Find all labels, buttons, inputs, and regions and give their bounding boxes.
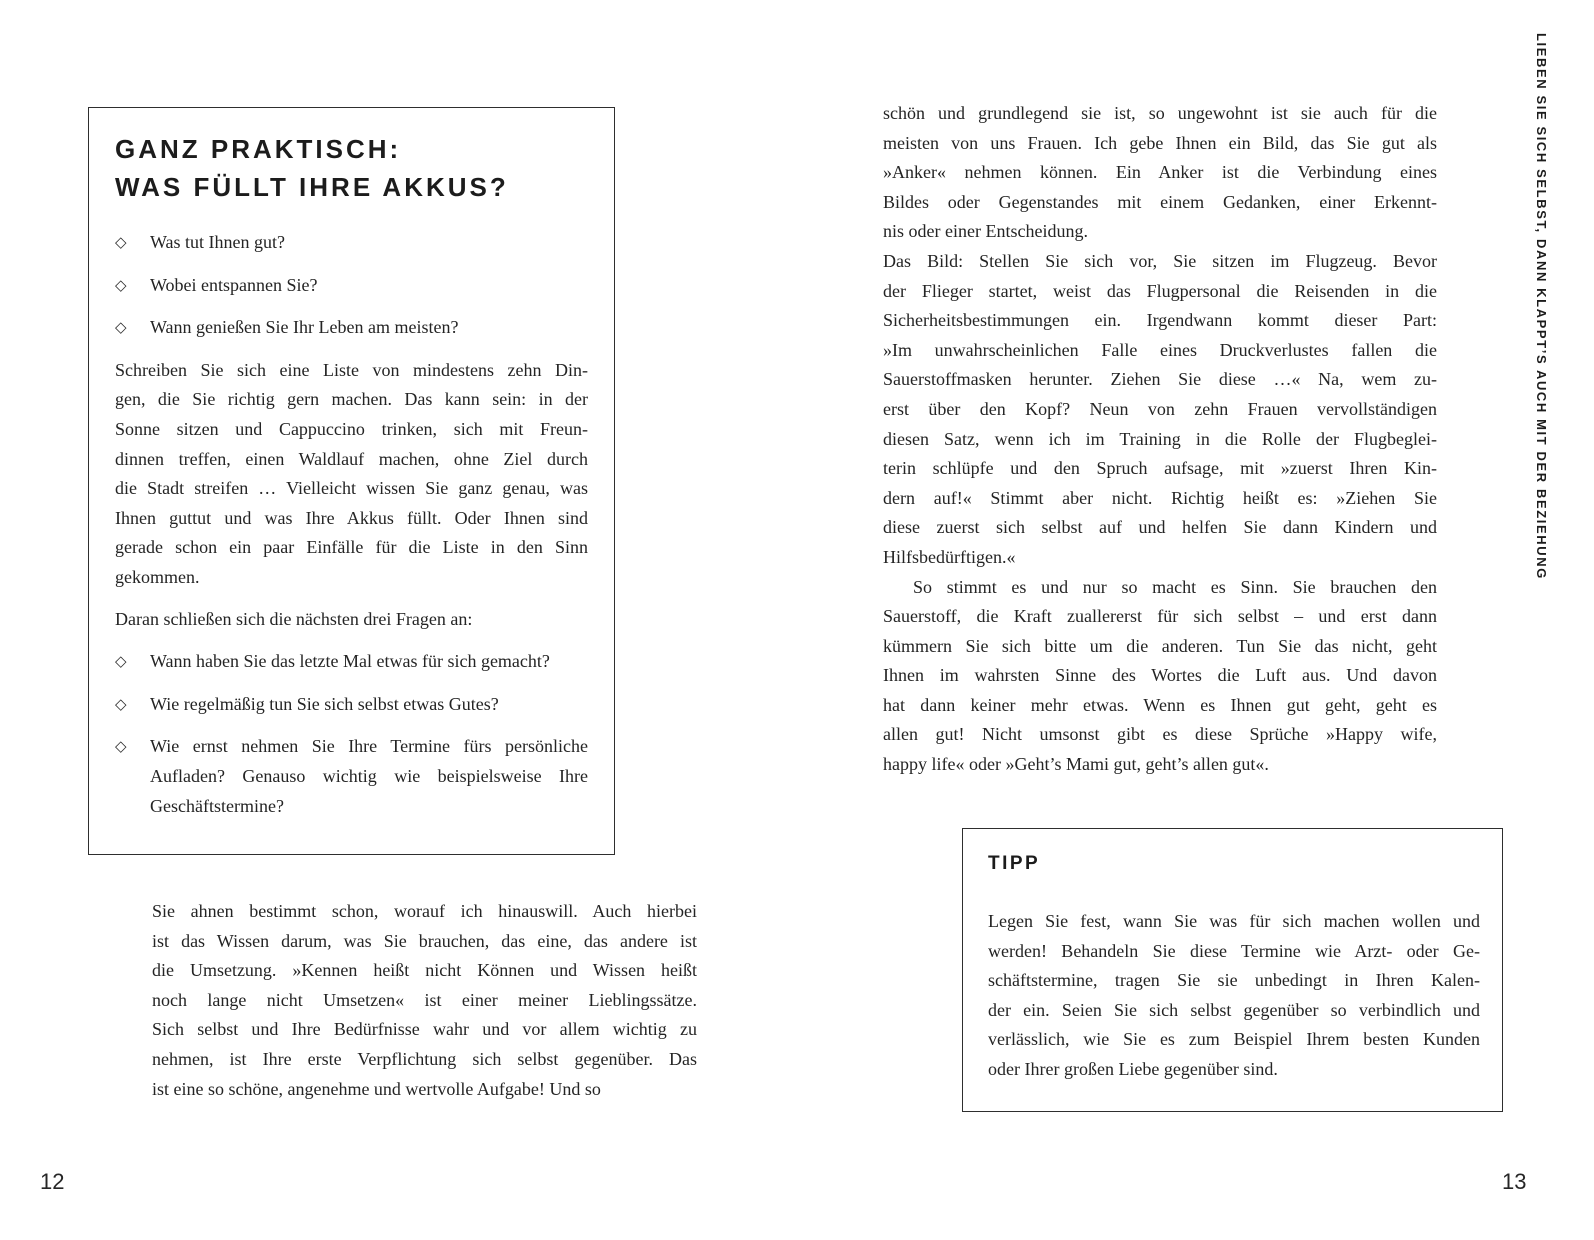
text-line: verlässlich, wie Sie es zum Beispiel Ihrem besten Kunden [988, 1029, 1480, 1050]
text-line: So stimmt es und nur so macht es Sinn. Sie brauchen den [913, 576, 1437, 597]
text-line: Aufladen? Genauso wichtig wie beispielsweise Ihre [150, 765, 588, 786]
page-number-right: 13 [1502, 1169, 1527, 1194]
text-line: der Flieger startet, weist das Flugpersonal die Reisenden in die [883, 280, 1437, 301]
bullet-item [115, 313, 588, 343]
text-line: Wie ernst nehmen Sie Ihre Termine fürs persönliche [150, 736, 588, 757]
bullet-text [150, 313, 588, 343]
text-line: Das Bild: Stellen Sie sich vor, Sie sitzen im Flugzeug. Bevor [883, 250, 1437, 271]
text-line: happy life« oder »Geht’s Mami gut, geht’s allen gut«. [883, 754, 1269, 775]
diamond-bullet-icon: ◇ [115, 652, 127, 671]
text-line: noch lange nicht Umsetzen« ist einer meiner Lieblingssätze. [152, 989, 697, 1010]
text-line: Sich selbst und Ihre Bedürfnisse wahr und vor allem wichtig zu [152, 1019, 697, 1040]
text-line: kümmern Sie sich bitte um die anderen. Tun Sie das nicht, geht [883, 635, 1437, 656]
text-line: Was tut Ihnen gut? [150, 232, 286, 252]
bullet-item [115, 271, 588, 301]
text-line: Geschäftstermine? [150, 795, 284, 816]
page-number-left: 12 [40, 1169, 65, 1194]
text-line: ist eine so schöne, angenehme und wertvolle Aufgabe! Und so [152, 1078, 601, 1099]
text-line: nis oder einer Entscheidung. [883, 221, 1088, 242]
text-line: erst über den Kopf? Neun von zehn Frauen vervollständigen [883, 398, 1437, 419]
body-paragraph-left [152, 897, 697, 1104]
text-line: allen gut! Nicht umsonst gibt es diese Sprüche »Happy wife, [883, 724, 1437, 745]
text-line: dinnen treffen, einen Waldlauf machen, ohne Ziel durch [115, 448, 588, 469]
text-line: Legen Sie fest, wann Sie was für sich machen wollen und [988, 911, 1480, 931]
text-line: Ihnen im wahrsten Sinne des Wortes die Luft aus. Und davon [883, 665, 1437, 686]
bullet-item [115, 732, 588, 821]
box-title [115, 130, 588, 206]
text-line: der ein. Seien Sie sich selbst gegenüber so verbindlich und [988, 999, 1480, 1020]
body-paragraph [883, 99, 1437, 247]
text-line: Bildes oder Gegenstandes mit einem Gedanken, einer Erkennt- [883, 191, 1437, 212]
text-line: diese zuerst sich selbst auf und helfen Sie dann Kindern und [883, 517, 1437, 538]
text-line: werden! Behandeln Sie diese Termine wie Arzt- oder Ge- [988, 940, 1480, 961]
text-line: nehmen, ist Ihre erste Verpflichtung sich selbst gegenüber. Das [152, 1048, 697, 1069]
text-line: Hilfsbedürftigen.« [883, 546, 1016, 567]
text-line: terin schlüpfe und den Spruch aufsage, mit »zuerst Ihren Kin- [883, 458, 1437, 479]
text-line: Sauerstoff, die Kraft zuallererst für sich selbst – und erst dann [883, 606, 1437, 627]
text-line: gerade schon ein paar Einfälle für die Liste in den Sinn [115, 537, 588, 558]
text-line: dern auf!« Stimmt aber nicht. Richtig heißt es: »Ziehen Sie [883, 487, 1437, 508]
body-paragraph [883, 573, 1437, 780]
question-list-2 [115, 647, 588, 821]
text-line: Wann genießen Sie Ihr Leben am meisten? [150, 317, 459, 338]
bullet-item [115, 647, 588, 677]
question-list-1 [115, 228, 588, 343]
text-line: Wie regelmäßig tun Sie sich selbst etwas Gutes? [150, 693, 499, 714]
text-line: meisten von uns Frauen. Ich gebe Ihnen ein Bild, das Sie gut als [883, 132, 1437, 153]
text-line: schön und grundlegend sie ist, so ungewohnt ist sie auch für die [883, 103, 1437, 123]
bullet-text [150, 228, 588, 258]
text-line: Sicherheitsbestimmungen ein. Irgendwann kommt dieser Part: [883, 310, 1437, 331]
bullet-text [150, 647, 588, 677]
chapter-margin-header: LIEBEN SIE SICH SELBST, DANN KLAPPT’S AUCH MIT DER BEZIEHUNG [1534, 33, 1549, 580]
bullet-item [115, 690, 588, 720]
bullet-text [150, 271, 588, 301]
lead-in-sentence: Daran schließen sich die nächsten drei Fragen an: [115, 608, 473, 629]
text-line: Wobei entspannen Sie? [150, 274, 318, 295]
box-paragraph [115, 356, 588, 593]
text-line: die Stadt streifen … Vielleicht wissen Sie ganz genau, was [115, 478, 588, 499]
text-line: gekommen. [115, 566, 200, 587]
diamond-bullet-icon: ◇ [115, 275, 127, 294]
tip-box-text [988, 907, 1480, 1085]
practical-exercise-box [88, 107, 615, 855]
text-line: ist das Wissen darum, was Sie brauchen, das eine, das andere ist [152, 930, 697, 951]
text-line: Schreiben Sie sich eine Liste von mindestens zehn Din- [115, 359, 588, 380]
bullet-text [150, 690, 588, 720]
tip-box-label: TIPP [988, 853, 1041, 874]
text-line: Sonne sitzen und Cappuccino trinken, sich mit Freun- [115, 418, 588, 439]
text-line: Ihnen guttut und was Ihre Akkus füllt. Oder Ihnen sind [115, 507, 588, 528]
text-line: die Umsetzung. »Kennen heißt nicht Können und Wissen heißt [152, 960, 697, 981]
diamond-bullet-icon: ◇ [115, 737, 127, 756]
text-line: hat dann keiner mehr etwas. Wenn es Ihnen gut geht, geht es [883, 694, 1437, 715]
text-line: Wann haben Sie das letzte Mal etwas für sich gemacht? [150, 651, 550, 672]
text-line: diesen Satz, wenn ich im Training in die Rolle der Flugbeglei- [883, 428, 1437, 449]
bullet-text [150, 732, 588, 821]
text-line: schäftstermine, tragen Sie sie unbedingt in Ihren Kalen- [988, 970, 1480, 991]
box-title-line-2: WAS FÜLLT IHRE AKKUS? [115, 172, 509, 202]
box-title-line-1: GANZ PRAKTISCH: [115, 134, 402, 164]
diamond-bullet-icon: ◇ [115, 233, 127, 251]
text-line: Sie ahnen bestimmt schon, worauf ich hinauswill. Auch hierbei [152, 901, 697, 921]
bullet-item [115, 228, 588, 258]
text-line: gen, die Sie richtig gern machen. Das kann sein: in der [115, 389, 588, 410]
diamond-bullet-icon: ◇ [115, 694, 127, 713]
text-line: Sauerstoffmasken herunter. Ziehen Sie diese …« Na, wem zu- [883, 369, 1437, 390]
text-line: »Im unwahrscheinlichen Falle eines Druckverlustes fallen die [883, 339, 1437, 360]
body-paragraph [883, 247, 1437, 573]
diamond-bullet-icon: ◇ [115, 318, 127, 337]
text-line: »Anker« nehmen können. Ein Anker ist die Verbindung eines [883, 162, 1437, 183]
text-line: oder Ihrer großen Liebe gegenüber sind. [988, 1058, 1278, 1079]
tip-box [962, 828, 1503, 1112]
body-text-right [883, 99, 1437, 780]
